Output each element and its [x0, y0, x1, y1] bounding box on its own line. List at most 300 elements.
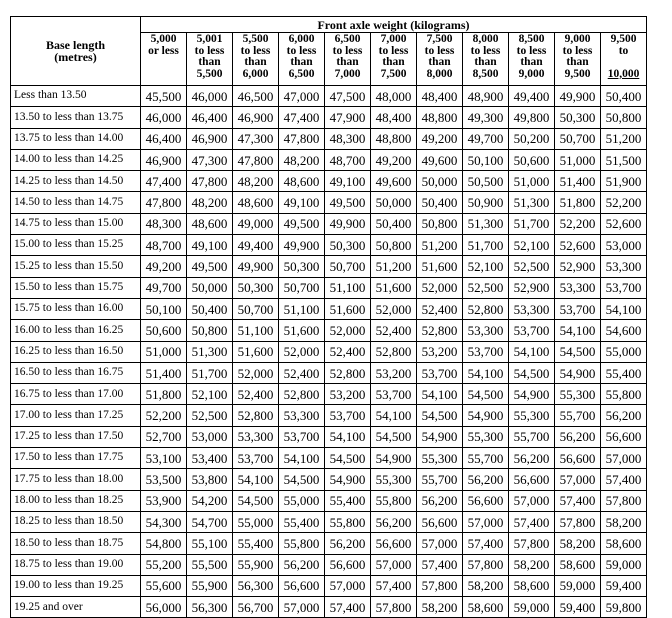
table-cell: 57,000: [509, 490, 555, 511]
row-label: 16.50 to less than 16.75: [11, 362, 141, 383]
table-header: [11, 17, 647, 86]
table-cell: 52,000: [417, 277, 463, 298]
table-cell: 55,300: [463, 426, 509, 447]
table-cell: 57,400: [463, 533, 509, 554]
table-cell: 54,900: [371, 448, 417, 469]
table-cell: 47,800: [187, 171, 233, 192]
table-cell: 51,100: [325, 277, 371, 298]
column-header-line: 6,000: [242, 67, 269, 80]
table-cell: 49,700: [141, 277, 187, 298]
table-cell: 54,800: [141, 533, 187, 554]
table-cell: 50,800: [371, 235, 417, 256]
row-label: 19.25 and over: [11, 597, 141, 618]
row-label: 15.75 to less than 16.00: [11, 298, 141, 319]
column-header-line: 8,000: [426, 67, 453, 80]
column-header-line: [141, 57, 186, 69]
table-cell: 48,600: [233, 192, 279, 213]
column-header-line: to: [618, 44, 629, 57]
table-cell: 51,400: [555, 171, 601, 192]
table-cell: 57,000: [555, 469, 601, 490]
column-header-line: than: [244, 56, 267, 68]
table-cell: 58,200: [417, 597, 463, 618]
column-header-line: [601, 57, 646, 69]
row-label: 16.25 to less than 16.50: [11, 341, 141, 362]
table-cell: 54,100: [325, 426, 371, 447]
table-cell: 56,600: [463, 490, 509, 511]
table-cell: 54,500: [325, 448, 371, 469]
table-cell: 52,000: [233, 362, 279, 383]
table-row: [11, 86, 647, 107]
column-header-line: 9,500: [610, 33, 637, 45]
table-cell: 59,000: [555, 575, 601, 596]
table-cell: 50,800: [187, 320, 233, 341]
table-cell: 49,600: [417, 149, 463, 170]
table-cell: 48,700: [141, 235, 187, 256]
table-cell: 55,500: [187, 554, 233, 575]
table-cell: 51,900: [601, 171, 647, 192]
table-cell: 56,600: [279, 575, 325, 596]
table-cell: 53,100: [141, 448, 187, 469]
table-cell: 50,400: [187, 298, 233, 319]
table-cell: 54,900: [509, 384, 555, 405]
column-header: [601, 33, 647, 86]
table-cell: 48,000: [371, 86, 417, 107]
table-cell: 57,800: [417, 575, 463, 596]
column-header: [417, 33, 463, 86]
table-row: [11, 554, 647, 575]
row-label: 14.50 to less than 14.75: [11, 192, 141, 213]
table-cell: 49,900: [279, 235, 325, 256]
row-label: 17.50 to less than 17.75: [11, 448, 141, 469]
table-cell: 54,100: [279, 448, 325, 469]
column-header-line: 6,000: [288, 33, 315, 45]
weight-table-container: [10, 16, 647, 618]
table-cell: 48,800: [371, 128, 417, 149]
column-header-line: 6,500: [334, 33, 361, 45]
table-cell: 46,900: [141, 149, 187, 170]
table-cell: 51,700: [463, 235, 509, 256]
table-cell: 56,200: [325, 533, 371, 554]
table-cell: 54,900: [325, 469, 371, 490]
table-cell: 55,400: [601, 362, 647, 383]
table-row: [11, 128, 647, 149]
table-cell: 52,800: [279, 384, 325, 405]
table-cell: 53,300: [555, 277, 601, 298]
row-label: 14.75 to less than 15.00: [11, 213, 141, 234]
row-label: 18.00 to less than 18.25: [11, 490, 141, 511]
table-cell: 51,700: [509, 213, 555, 234]
table-cell: 54,100: [509, 341, 555, 362]
table-cell: 50,600: [141, 320, 187, 341]
table-cell: 55,900: [187, 575, 233, 596]
table-cell: 49,900: [325, 213, 371, 234]
column-header-line: to less: [240, 44, 271, 57]
table-cell: 51,600: [371, 277, 417, 298]
table-cell: 56,600: [509, 469, 555, 490]
table-cell: 51,300: [187, 341, 233, 362]
column-header: [233, 33, 279, 86]
base-length-unit: (metres): [54, 50, 97, 64]
column-header-line: to less: [562, 44, 593, 57]
table-cell: 52,000: [371, 298, 417, 319]
table-cell: 51,300: [463, 213, 509, 234]
table-cell: 52,800: [325, 362, 371, 383]
table-cell: 56,600: [417, 511, 463, 532]
table-cell: 54,500: [279, 469, 325, 490]
table-cell: 54,100: [417, 384, 463, 405]
table-cell: 55,900: [233, 554, 279, 575]
table-cell: 57,800: [509, 533, 555, 554]
table-cell: 58,600: [463, 597, 509, 618]
column-header-line: to less: [378, 44, 409, 57]
table-cell: 56,200: [555, 426, 601, 447]
table-cell: 48,400: [417, 86, 463, 107]
table-cell: 56,600: [371, 533, 417, 554]
table-cell: 53,700: [371, 384, 417, 405]
table-cell: 54,100: [371, 405, 417, 426]
table-cell: 47,500: [325, 86, 371, 107]
table-cell: 53,200: [371, 362, 417, 383]
table-cell: 51,400: [141, 362, 187, 383]
column-header-line: 8,500: [472, 67, 499, 80]
table-cell: 53,400: [187, 448, 233, 469]
table-row: [11, 469, 647, 490]
table-cell: 56,300: [187, 597, 233, 618]
table-cell: 48,200: [279, 149, 325, 170]
column-header-line: than: [520, 56, 543, 68]
table-cell: 55,300: [417, 448, 463, 469]
table-cell: 46,400: [187, 107, 233, 128]
table-cell: 57,000: [325, 575, 371, 596]
row-label: 19.00 to less than 19.25: [11, 575, 141, 596]
table-cell: 57,400: [601, 469, 647, 490]
column-header-line: 9,500: [564, 67, 591, 80]
table-row: [11, 171, 647, 192]
table-cell: 56,700: [233, 597, 279, 618]
table-cell: 52,200: [555, 213, 601, 234]
table-cell: 49,300: [463, 107, 509, 128]
table-cell: 50,700: [233, 298, 279, 319]
row-label: 15.25 to less than 15.50: [11, 256, 141, 277]
table-cell: 50,100: [141, 298, 187, 319]
table-cell: 52,700: [141, 426, 187, 447]
table-row: [11, 277, 647, 298]
table-cell: 59,400: [601, 575, 647, 596]
table-cell: 51,500: [601, 149, 647, 170]
table-cell: 53,300: [463, 320, 509, 341]
column-header: [509, 33, 555, 86]
table-cell: 58,200: [463, 575, 509, 596]
row-label: 18.75 to less than 19.00: [11, 554, 141, 575]
column-header: [555, 33, 601, 86]
table-cell: 48,800: [417, 107, 463, 128]
table-row: [11, 575, 647, 596]
row-label: 13.75 to less than 14.00: [11, 128, 141, 149]
table-cell: 51,300: [509, 192, 555, 213]
table-cell: 47,800: [279, 128, 325, 149]
table-cell: 49,800: [509, 107, 555, 128]
table-cell: 54,500: [463, 384, 509, 405]
table-cell: 52,600: [555, 235, 601, 256]
table-cell: 55,600: [141, 575, 187, 596]
table-cell: 51,200: [601, 128, 647, 149]
table-cell: 52,800: [417, 320, 463, 341]
table-cell: 49,600: [371, 171, 417, 192]
table-cell: 54,100: [463, 362, 509, 383]
table-cell: 55,000: [233, 511, 279, 532]
table-cell: 52,500: [509, 256, 555, 277]
base-length-header: [11, 17, 141, 86]
table-cell: 47,400: [279, 107, 325, 128]
table-cell: 52,800: [371, 341, 417, 362]
column-header-line: to less: [332, 44, 363, 57]
column-header-line: 5,500: [196, 67, 223, 80]
table-cell: 52,000: [325, 320, 371, 341]
row-label: 18.25 to less than 18.50: [11, 511, 141, 532]
column-header-line: to less: [470, 44, 501, 57]
table-cell: 53,700: [279, 426, 325, 447]
column-header-line: to less: [424, 44, 455, 57]
table-cell: 51,700: [187, 362, 233, 383]
table-cell: 59,800: [601, 597, 647, 618]
table-cell: 48,400: [371, 107, 417, 128]
table-cell: 53,000: [187, 426, 233, 447]
table-cell: 57,400: [371, 575, 417, 596]
table-row: [11, 320, 647, 341]
table-cell: 51,600: [233, 341, 279, 362]
column-header: [325, 33, 371, 86]
table-cell: 54,500: [233, 490, 279, 511]
table-cell: 46,000: [187, 86, 233, 107]
table-cell: 49,200: [371, 149, 417, 170]
table-cell: 54,500: [371, 426, 417, 447]
table-cell: 52,800: [463, 298, 509, 319]
table-cell: 50,000: [371, 192, 417, 213]
table-cell: 52,100: [463, 256, 509, 277]
table-cell: 58,200: [509, 554, 555, 575]
table-cell: 51,600: [279, 320, 325, 341]
table-cell: 52,800: [233, 405, 279, 426]
row-label: 17.00 to less than 17.25: [11, 405, 141, 426]
table-cell: 54,500: [555, 341, 601, 362]
table-cell: 56,600: [601, 426, 647, 447]
column-header-line: [141, 69, 186, 81]
table-cell: 54,700: [187, 511, 233, 532]
table-cell: 50,300: [555, 107, 601, 128]
table-cell: 52,500: [187, 405, 233, 426]
table-cell: 52,200: [141, 405, 187, 426]
table-row: [11, 362, 647, 383]
table-row: [11, 511, 647, 532]
column-header-line: 8,000: [472, 33, 499, 45]
table-row: [11, 298, 647, 319]
table-cell: 57,400: [555, 490, 601, 511]
table-cell: 53,700: [555, 298, 601, 319]
row-label: 17.75 to less than 18.00: [11, 469, 141, 490]
table-cell: 49,900: [233, 256, 279, 277]
table-cell: 47,800: [141, 192, 187, 213]
table-row: [11, 597, 647, 618]
table-cell: 57,000: [601, 448, 647, 469]
table-cell: 52,400: [417, 298, 463, 319]
table-cell: 49,000: [233, 213, 279, 234]
table-cell: 49,100: [279, 192, 325, 213]
table-cell: 51,000: [509, 171, 555, 192]
table-cell: 52,400: [233, 384, 279, 405]
table-cell: 56,200: [601, 405, 647, 426]
table-cell: 51,800: [555, 192, 601, 213]
table-cell: 59,000: [601, 554, 647, 575]
table-cell: 53,700: [509, 320, 555, 341]
table-cell: 50,700: [325, 256, 371, 277]
table-body: [11, 86, 647, 618]
column-header-line: 9,000: [564, 33, 591, 45]
table-cell: 51,200: [417, 235, 463, 256]
column-header-line: than: [474, 56, 497, 68]
table-cell: 50,400: [371, 213, 417, 234]
table-cell: 56,200: [417, 490, 463, 511]
column-header-line: than: [566, 56, 589, 68]
column-header: [463, 33, 509, 86]
table-row: [11, 405, 647, 426]
table-cell: 48,700: [325, 149, 371, 170]
table-cell: 51,200: [371, 256, 417, 277]
table-cell: 50,500: [463, 171, 509, 192]
table-cell: 50,900: [463, 192, 509, 213]
table-row: [11, 256, 647, 277]
table-cell: 46,400: [141, 128, 187, 149]
table-cell: 54,100: [555, 320, 601, 341]
table-cell: 55,000: [279, 490, 325, 511]
table-cell: 55,100: [187, 533, 233, 554]
column-header-line: 7,000: [334, 67, 361, 80]
table-cell: 54,100: [233, 469, 279, 490]
table-cell: 55,200: [141, 554, 187, 575]
table-cell: 56,200: [509, 448, 555, 469]
row-label: 14.25 to less than 14.50: [11, 171, 141, 192]
table-cell: 55,700: [509, 426, 555, 447]
table-cell: 52,900: [555, 256, 601, 277]
table-cell: 53,300: [279, 405, 325, 426]
table-cell: 57,000: [417, 533, 463, 554]
table-cell: 57,000: [371, 554, 417, 575]
table-cell: 50,800: [417, 213, 463, 234]
table-cell: 52,400: [279, 362, 325, 383]
table-cell: 47,300: [233, 128, 279, 149]
table-cell: 48,200: [187, 192, 233, 213]
column-header-line: than: [290, 56, 313, 68]
column-header-line: to less: [286, 44, 317, 57]
table-cell: 49,100: [325, 171, 371, 192]
table-cell: 49,500: [187, 256, 233, 277]
table-cell: 49,500: [325, 192, 371, 213]
table-cell: 53,300: [233, 426, 279, 447]
table-cell: 50,300: [233, 277, 279, 298]
table-cell: 57,400: [325, 597, 371, 618]
table-cell: 47,300: [187, 149, 233, 170]
table-cell: 52,200: [601, 192, 647, 213]
table-row: [11, 384, 647, 405]
row-label: 16.00 to less than 16.25: [11, 320, 141, 341]
table-cell: 52,100: [187, 384, 233, 405]
table-cell: 53,300: [601, 256, 647, 277]
table-cell: 57,400: [509, 511, 555, 532]
column-header-line: 9,000: [518, 67, 545, 80]
table-cell: 55,300: [509, 405, 555, 426]
column-header-line: 5,001: [196, 33, 223, 45]
table-cell: 54,200: [187, 490, 233, 511]
table-cell: 57,800: [601, 490, 647, 511]
column-header-line: than: [428, 56, 451, 68]
table-cell: 53,700: [601, 277, 647, 298]
table-cell: 53,800: [187, 469, 233, 490]
column-header-line: 7,500: [380, 67, 407, 80]
table-cell: 55,700: [463, 448, 509, 469]
table-cell: 53,300: [509, 298, 555, 319]
table-cell: 53,000: [601, 235, 647, 256]
table-cell: 49,400: [233, 235, 279, 256]
table-cell: 55,800: [371, 490, 417, 511]
table-cell: 49,200: [141, 256, 187, 277]
table-cell: 50,100: [463, 149, 509, 170]
table-cell: 50,300: [325, 235, 371, 256]
table-cell: 55,400: [325, 490, 371, 511]
row-label: 18.50 to less than 18.75: [11, 533, 141, 554]
weight-table: [10, 16, 647, 618]
table-cell: 54,300: [141, 511, 187, 532]
table-cell: 49,200: [417, 128, 463, 149]
table-cell: 57,000: [279, 597, 325, 618]
column-header-line: 5,500: [242, 33, 269, 45]
table-row: [11, 533, 647, 554]
column-header-line: 8,500: [518, 33, 545, 45]
table-cell: 50,700: [555, 128, 601, 149]
table-cell: 50,400: [601, 86, 647, 107]
column-header: [279, 33, 325, 86]
row-label: 15.50 to less than 15.75: [11, 277, 141, 298]
table-cell: 55,700: [555, 405, 601, 426]
table-cell: 52,900: [509, 277, 555, 298]
table-cell: 58,200: [601, 511, 647, 532]
table-cell: 56,600: [555, 448, 601, 469]
table-cell: 54,900: [417, 426, 463, 447]
table-cell: 53,700: [233, 448, 279, 469]
row-label: Less than 13.50: [11, 86, 141, 107]
table-cell: 55,400: [233, 533, 279, 554]
table-cell: 56,200: [371, 511, 417, 532]
table-cell: 57,400: [417, 554, 463, 575]
table-row: [11, 213, 647, 234]
table-cell: 46,000: [141, 107, 187, 128]
table-cell: 59,000: [509, 597, 555, 618]
table-cell: 58,600: [555, 554, 601, 575]
table-cell: 46,500: [233, 86, 279, 107]
table-cell: 51,000: [141, 341, 187, 362]
table-cell: 53,900: [141, 490, 187, 511]
table-cell: 57,800: [463, 554, 509, 575]
table-cell: 56,200: [279, 554, 325, 575]
table-row: [11, 490, 647, 511]
table-cell: 57,800: [371, 597, 417, 618]
table-cell: 54,900: [555, 362, 601, 383]
table-cell: 54,500: [417, 405, 463, 426]
table-cell: 47,000: [279, 86, 325, 107]
table-cell: 48,900: [463, 86, 509, 107]
table-cell: 52,400: [325, 341, 371, 362]
table-cell: 49,900: [555, 86, 601, 107]
table-cell: 51,600: [417, 256, 463, 277]
table-cell: 58,200: [555, 533, 601, 554]
